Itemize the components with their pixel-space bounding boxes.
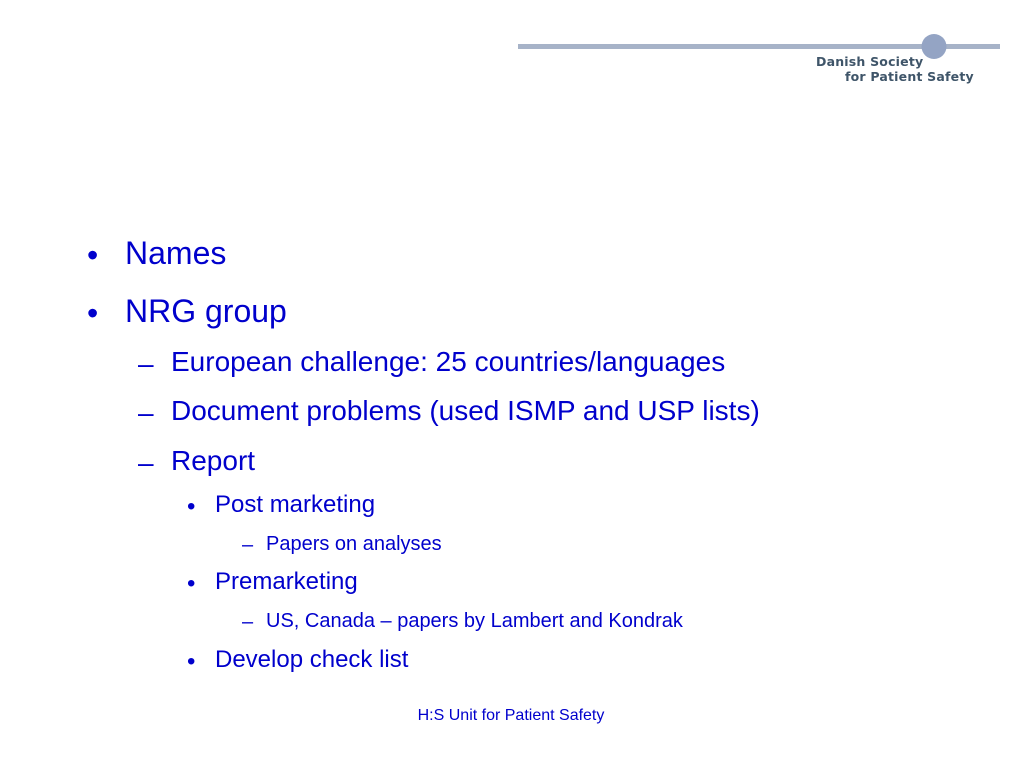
sub-bullet-european-challenge: European challenge: 25 countries/languages <box>171 346 726 377</box>
bullet-names: Names <box>125 235 227 271</box>
bullet-marker: • <box>87 237 99 273</box>
sub-sub-bullet-premarketing: Premarketing <box>215 568 358 595</box>
detail-us-canada-papers: US, Canada – papers by Lambert and Kondrak <box>266 610 683 632</box>
bullet-marker: • <box>87 295 99 331</box>
sub-bullet-document-problems: Document problems (used ISMP and USP lists) <box>171 395 760 426</box>
bullet-marker: • <box>187 493 196 520</box>
bullet-marker: • <box>187 570 196 597</box>
sub-sub-bullet-post-marketing: Post marketing <box>215 491 376 518</box>
footer <box>0 707 1024 725</box>
logo-text-line2: for Patient Safety <box>845 69 974 84</box>
dash-marker: – <box>242 534 254 556</box>
footer-text: H:S Unit for Patient Safety <box>417 707 605 724</box>
logo-text-line1: Danish Society <box>816 54 924 69</box>
dash-marker: – <box>138 348 154 379</box>
bullet-marker: • <box>187 648 196 675</box>
sub-sub-bullet-develop-check-list: Develop check list <box>215 646 409 673</box>
sub-bullet-report: Report <box>171 445 256 476</box>
dash-marker: – <box>138 397 154 428</box>
bullet-nrg-group: NRG group <box>125 293 287 329</box>
detail-papers-on-analyses: Papers on analyses <box>266 533 442 555</box>
dash-marker: – <box>242 611 254 633</box>
dash-marker: – <box>138 447 154 478</box>
